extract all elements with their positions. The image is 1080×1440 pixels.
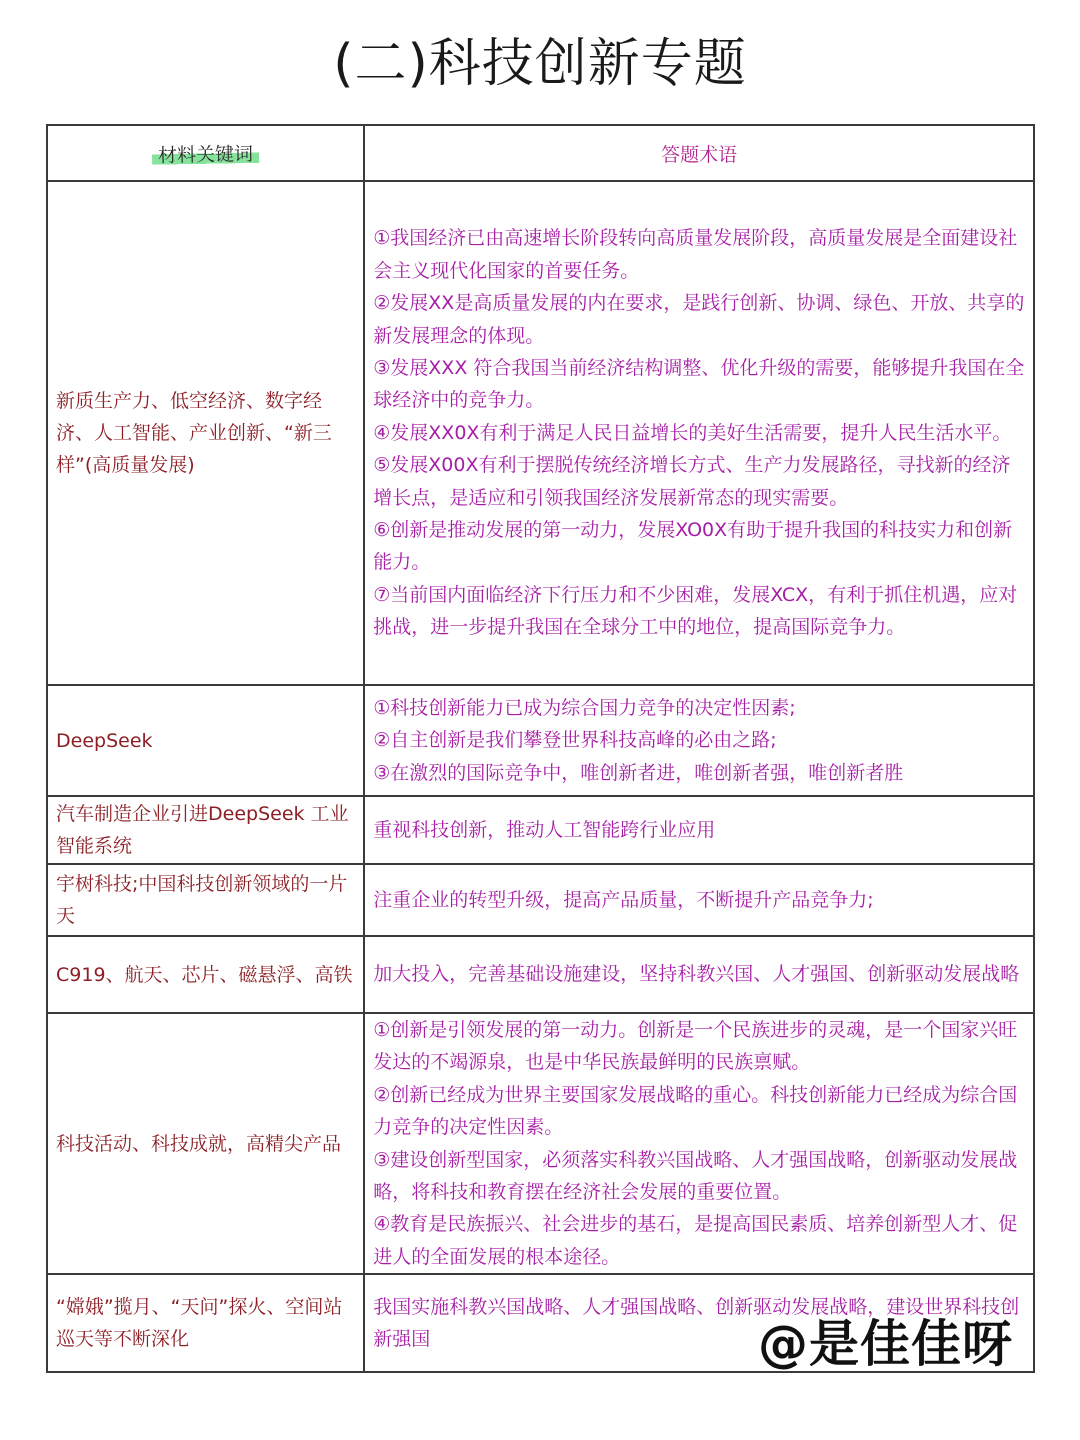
keyword-cell: “嫦娥”揽月、“天问”探火、空间站巡天等不断深化	[47, 1274, 364, 1372]
header-answers: 答题术语	[364, 125, 1034, 181]
answer-line: ①我国经济已由高速增长阶段转向高质量发展阶段，高质量发展是全面建设社会主义现代化国家的首要任务。	[373, 227, 1018, 282]
answer-line: ①科技创新能力已成为综合国力竞争的决定性因素;	[373, 696, 796, 719]
keyword-cell: 宇树科技;中国科技创新领域的一片天	[47, 864, 364, 936]
answer-line: 注重企业的转型升级，提高产品质量，不断提升产品竞争力;	[373, 888, 874, 911]
page-title: (二)科技创新专题	[333, 34, 747, 94]
answer-line: ③建设创新型国家，必须落实科教兴国战略、人才强国战略，创新驱动发展战略，将科技和教育摆在经济社会发展的重要位置。	[373, 1148, 1018, 1204]
table-row	[47, 1013, 1034, 1274]
answer-line: 重视科技创新，推动人工智能跨行业应用	[373, 818, 716, 841]
table-row	[47, 864, 1034, 936]
table-row	[47, 685, 1034, 796]
answer-line: ②自主创新是我们攀登世界科技高峰的必由之路;	[373, 729, 777, 752]
keyword-cell: 汽车制造企业引进DeepSeek 工业智能系统	[47, 796, 364, 864]
answer-line: ②发展XX是高质量发展的内在要求，是践行创新、协调、绿色、开放、共享的新发展理念的体现。	[373, 292, 1025, 347]
answer-cell	[364, 936, 1034, 1013]
header-keywords-label: 材料关键词	[152, 139, 259, 168]
answer-line: 我国实施科教兴国战略、人才强国战略、创新驱动发展战略，建设世界科技创新强国	[373, 1295, 1020, 1351]
answer-line: ④教育是民族振兴、社会进步的基石，是提高国民素质、培养创新型人才、促进人的全面发展的根本途径。	[373, 1213, 1018, 1268]
table-row	[47, 181, 1034, 685]
answer-line: ③发展XXX 符合我国当前经济结构调整、优化升级的需要，能够提升我国在全球经济中的竞争力。	[373, 356, 1025, 412]
answer-cell	[364, 181, 1034, 685]
answer-line: ⑤发展X00X有利于摆脱传统经济增长方式、生产力发展路径，寻找新的经济增长点，是适应和引领我国经济发展新常态的现实需要。	[373, 454, 1011, 509]
answer-cell	[364, 864, 1034, 936]
keyword-cell: 科技活动、科技成就，高精尖产品	[47, 1013, 364, 1274]
topic-table	[46, 124, 1035, 1373]
answer-cell	[364, 1013, 1034, 1274]
answer-line: ②创新已经成为世界主要国家发展战略的重心。科技创新能力已经成为综合国力竞争的决定性因素。	[373, 1083, 1018, 1139]
answer-line: ⑦当前国内面临经济下行压力和不少困难，发展XCX，有利于抓住机遇，应对挑战，进一步提升我国在全球分工中的地位，提高国际竞争力。	[373, 583, 1018, 639]
answer-line: ⑥创新是推动发展的第一动力，发展XO0X有助于提升我国的科技实力和创新能力。	[373, 519, 1013, 574]
answer-line: ①创新是引领发展的第一动力。创新是一个民族进步的灵魂，是一个国家兴旺发达的不竭源泉，也是中华民族最鲜明的民族禀赋。	[373, 1019, 1018, 1074]
table-header-row	[47, 125, 1034, 181]
answer-line: ④发展XX0X有利于满足人民日益增长的美好生活需要，提升人民生活水平。	[373, 421, 1012, 444]
answer-line: 加大投入，完善基础设施建设，坚持科教兴国、人才强国、创新驱动发展战略	[373, 963, 1020, 986]
keyword-cell: 新质生产力、低空经济、数字经济、人工智能、产业创新、“新三样”(高质量发展)	[47, 181, 364, 685]
answer-cell	[364, 796, 1034, 864]
table-row	[47, 796, 1034, 864]
keyword-cell: C919、航天、芯片、磁悬浮、高铁	[47, 936, 364, 1013]
header-keywords	[47, 125, 364, 181]
answer-cell	[364, 685, 1034, 796]
keyword-cell: DeepSeek	[47, 685, 364, 796]
author-watermark: @是佳佳呀	[758, 1315, 1013, 1373]
answer-line: ③在激烈的国际竞争中，唯创新者进，唯创新者强，唯创新者胜	[373, 761, 904, 784]
table-row	[47, 936, 1034, 1013]
